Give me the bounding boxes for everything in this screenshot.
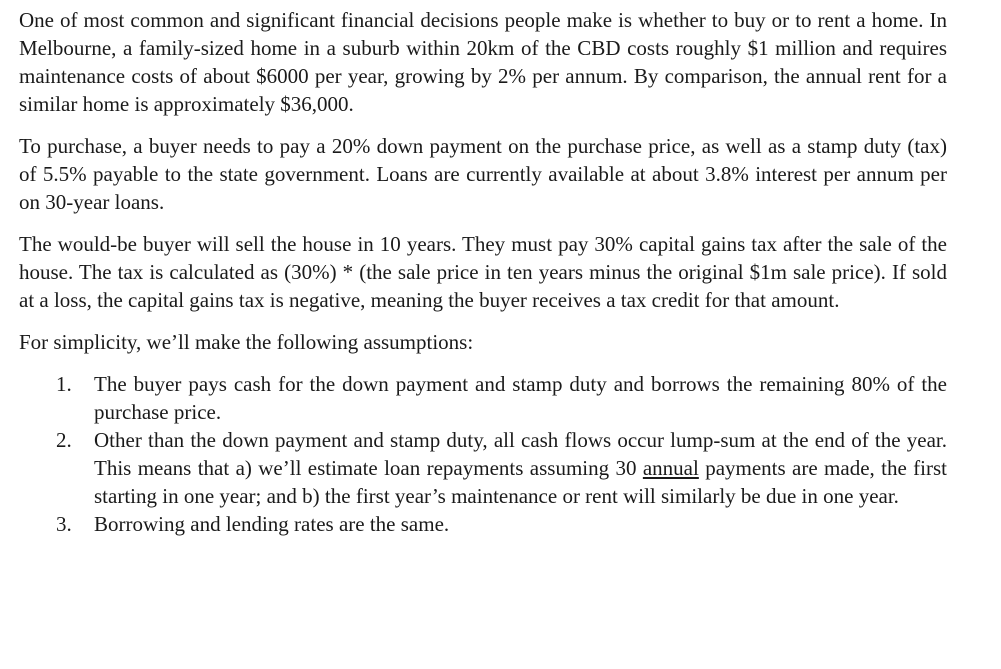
underlined-word: annual (642, 456, 699, 480)
assumptions-intro: For simplicity, we’ll make the following assumptions: (19, 330, 474, 354)
intro-paragraph: One of most common and significant financial decisions people make is whether to buy or to rent a home. In Melbourne, a family-sized home in a suburb within 20km of the CBD costs roughly $1 million and requires maintenance costs of about $6000 per year, growing by 2% per annum. By comparison, the annual rent for a similar home is approximately $36,000. (19, 8, 947, 116)
purchase-paragraph: To purchase, a buyer needs to pay a 20% down payment on the purchase price, as well as a stamp duty (tax) of 5.5% payable to the state government. Loans are currently available at about 3.8% interest per annum per on 30-year loans. (19, 134, 947, 214)
list-number: 2. (56, 428, 72, 452)
list-number: 1. (56, 372, 72, 396)
list-item (56, 426, 947, 510)
sale-paragraph: The would-be buyer will sell the house in 10 years. They must pay 30% capital gains tax after the sale of the house. The tax is calculated as (30%) * (the sale price in ten years minus the original $1m sale price). If sold at a loss, the capital gains tax is negative, meaning the buyer receives a tax credit for that amount. (19, 232, 947, 312)
assumptions-list (19, 370, 947, 538)
list-text: Other than the down payment and stamp duty, all cash flows occur lump-sum at the end of the year. This means that a) we’ll estimate loan repayments assuming 30 (94, 428, 947, 480)
list-item (56, 370, 947, 426)
list-text: The buyer pays cash for the down payment and stamp duty and borrows the remaining 80% of the purchase price. (94, 372, 947, 424)
list-item (56, 510, 947, 538)
list-number: 3. (56, 512, 72, 536)
list-text: Borrowing and lending rates are the same. (94, 512, 450, 536)
list-text: payments are made, the first starting in one year; and b) the first year’s maintenance or rent will similarly be due in one year. (94, 456, 947, 508)
